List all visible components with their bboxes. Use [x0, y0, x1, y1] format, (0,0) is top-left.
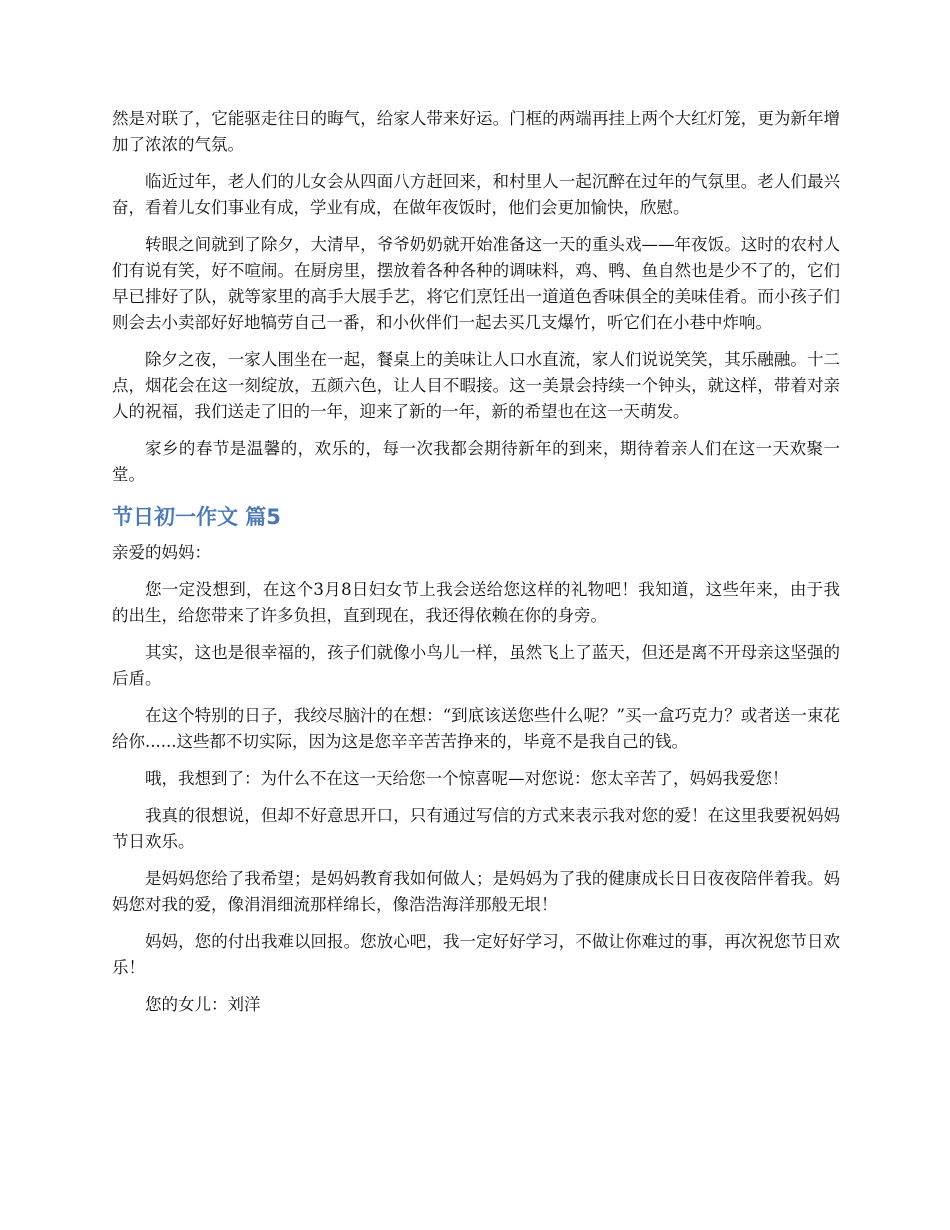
paragraph: 临近过年，老人们的儿女会从四面八方赶回来，和村里人一起沉醉在过年的气氛里。老人们最兴奋，看着儿女们事业有成，学业有成，在做年夜饭时，他们会更加愉快，欣慰。 — [112, 172, 840, 217]
paragraph: 除夕之夜，一家人围坐在一起，餐桌上的美味让人口水直流，家人们说说笑笑，其乐融融。十二点，烟花会在这一刻绽放，五颜六色，让人目不暇接。这一美景会持续一个钟头，就这样，带着对亲人的祝福，我们送走了旧的一年，迎来了新的一年，新的希望也在这一天萌发。 — [112, 350, 840, 421]
paragraph: 我真的很想说，但却不好意思开口，只有通过写信的方式来表示我对您的爱！在这里我要祝妈妈节日欢乐。 — [112, 806, 840, 851]
paragraph: 哦，我想到了：为什么不在这一天给您一个惊喜呢—对您说：您太辛苦了，妈妈我爱您！ — [145, 769, 789, 788]
paragraph: 然是对联了，它能驱走往日的晦气，给家人带来好运。门框的两端再挂上两个大红灯笼，更为新年增加了浓浓的气氛。 — [112, 109, 840, 154]
paragraph: 其实，这也是很幸福的，孩子们就像小鸟儿一样，虽然飞上了蓝天，但还是离不开母亲这坚强的后盾。 — [112, 643, 840, 688]
paragraph: 妈妈，您的付出我难以回报。您放心吧，我一定好好学习，不做让你难过的事，再次祝您节日欢乐！ — [112, 932, 840, 977]
section-heading: 节日初一作文 篇5 — [112, 505, 281, 529]
letter-greeting: 亲爱的妈妈： — [112, 543, 211, 562]
paragraph: 转眼之间就到了除夕，大清早，爷爷奶奶就开始准备这一天的重头戏——年夜饭。这时的农村人们有说有笑，好不喧闹。在厨房里，摆放着各种各种的调味料，鸡、鸭、鱼自然也是少不了的，它们早已排好了队，就等家里的高手大展手艺，将它们烹饪出一道道色香味俱全的美味佳肴。而小孩子们则会去小卖部好好地犒劳自己一番，和小伙伴们一起去买几支爆竹，听它们在小巷中炸响。 — [112, 235, 840, 332]
paragraph: 您一定没想到，在这个3月8日妇女节上我会送给您这样的礼物吧！我知道，这些年来，由于我的出生，给您带来了许多负担，直到现在，我还得依赖在你的身旁。 — [112, 580, 840, 625]
paragraph: 是妈妈您给了我希望；是妈妈教育我如何做人；是妈妈为了我的健康成长日日夜夜陪伴着我。妈妈您对我的爱，像涓涓细流那样绵长，像浩浩海洋那般无垠！ — [112, 869, 840, 914]
paragraph: 家乡的春节是温馨的，欢乐的，每一次我都会期待新年的到来，期待着亲人们在这一天欢聚一堂。 — [112, 439, 840, 484]
document-page — [112, 106, 840, 1029]
paragraph: 在这个特别的日子，我绞尽脑汁的在想：“到底该送您些什么呢？”买一盒巧克力？或者送一束花给你......这些都不切实际，因为这是您辛辛苦苦挣来的，毕竟不是我自己的钱。 — [112, 706, 840, 751]
letter-signature: 您的女儿：刘洋 — [145, 995, 261, 1014]
